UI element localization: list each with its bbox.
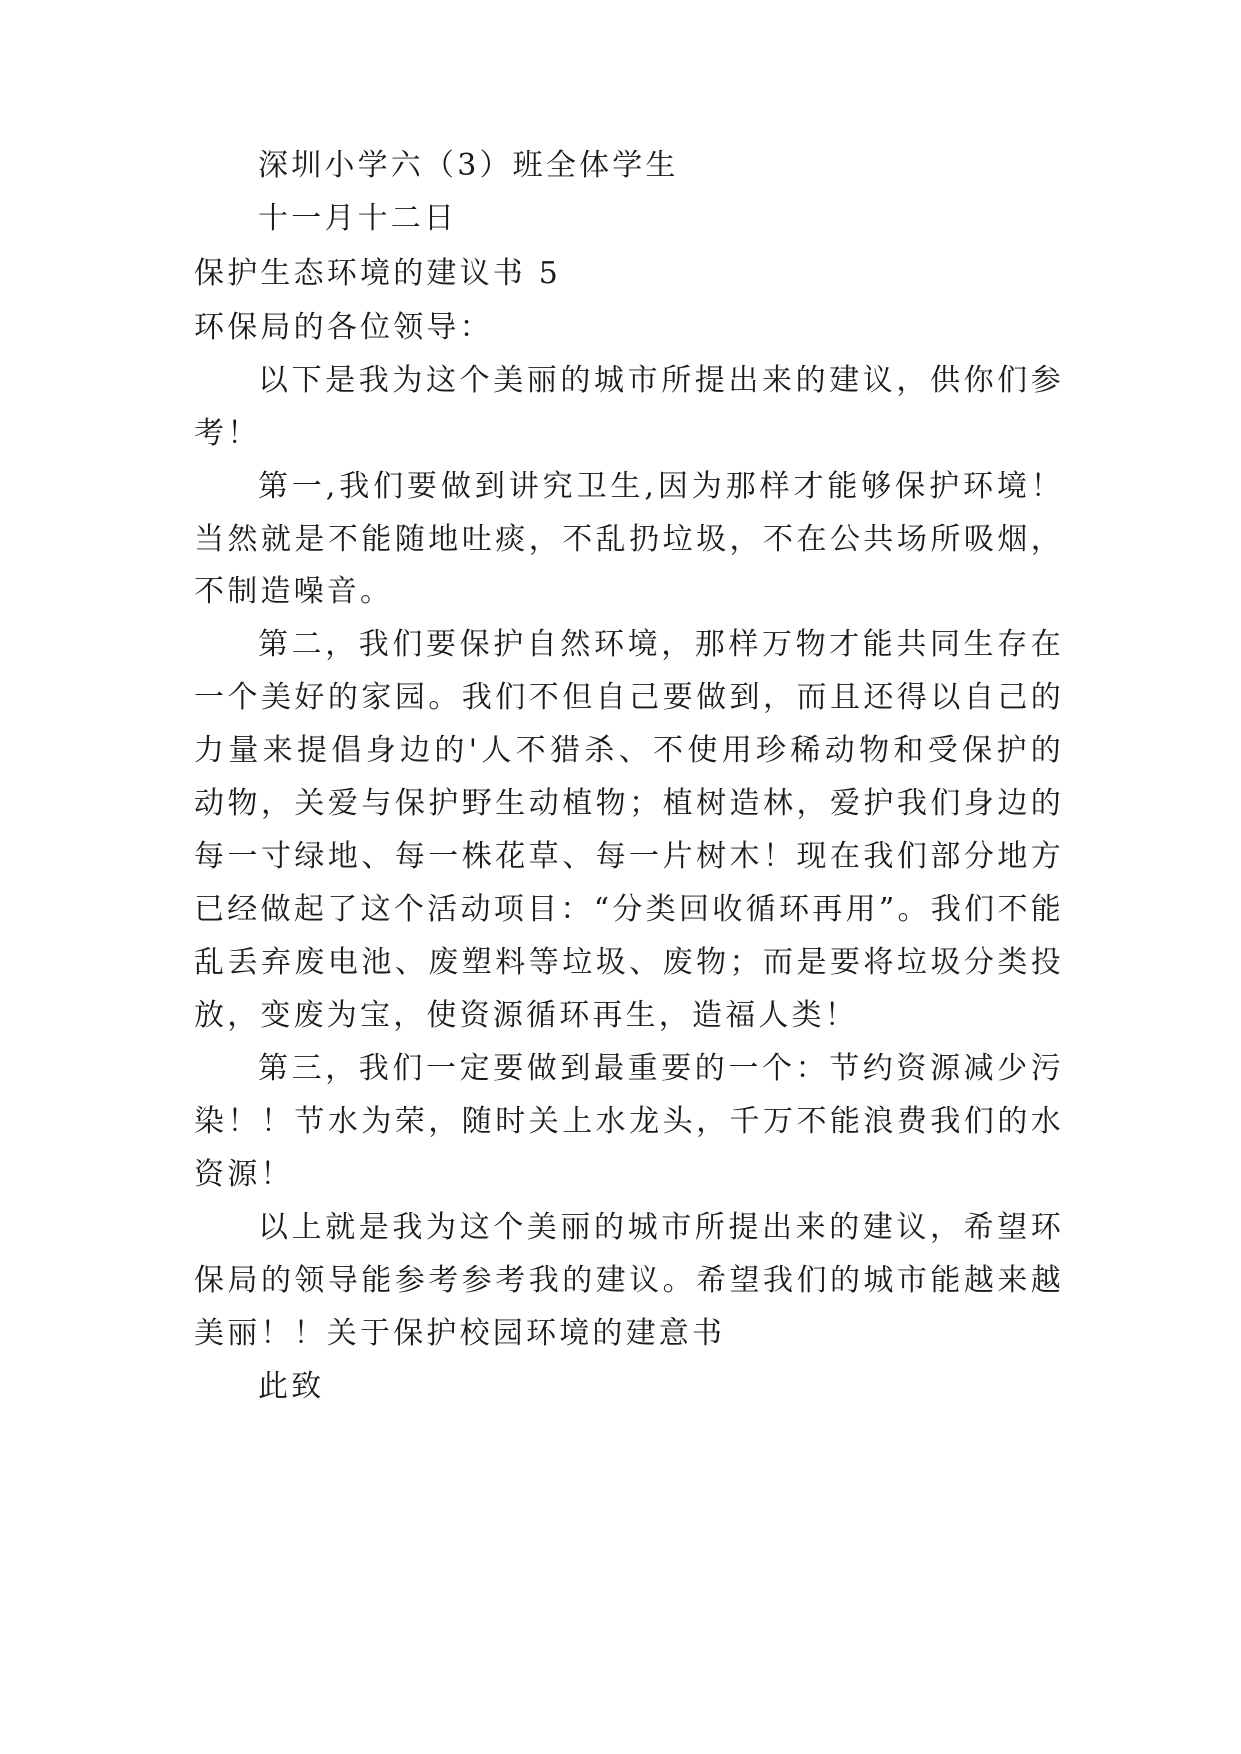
paragraph-line: 第二，我们要保护自然环境，那样万物才能共同生存在 [258,627,1064,662]
paragraph-line: 力量来提倡身边的'人不猎杀、不使用珍稀动物和受保护的 [194,733,1064,768]
paragraph-line: 不制造噪音。 [194,574,394,609]
paragraph-line: 以上就是我为这个美丽的城市所提出来的建议，希望环 [258,1210,1064,1245]
paragraph-line: 一个美好的家园。我们不但自己要做到，而且还得以自己的 [194,680,1064,715]
date-line: 十一月十二日 [258,201,458,236]
paragraph-line: 以下是我为这个美丽的城市所提出来的建议，供你们参 [258,363,1064,398]
paragraph-line: 美丽！！关于保护校园环境的建意书 [194,1316,726,1351]
paragraph-line: 考！ [194,416,261,451]
paragraph-line: 保局的领导能参考参考我的建议。希望我们的城市能越来越 [194,1263,1064,1298]
document-title: 保护生态环境的建议书 5 [194,256,562,291]
paragraph-line: 放，变废为宝，使资源循环再生，造福人类！ [194,998,858,1033]
paragraph-line: 每一寸绿地、每一株花草、每一片树木！现在我们部分地方 [194,839,1064,874]
paragraph-line: 第三，我们一定要做到最重要的一个：节约资源减少污 [258,1051,1064,1086]
paragraph-line: 染！！节水为荣，随时关上水龙头，千万不能浪费我们的水 [194,1104,1064,1139]
paragraph-line: 资源！ [194,1157,294,1192]
paragraph-line: 乱丢弃废电池、废塑料等垃圾、废物；而是要将垃圾分类投 [194,945,1064,980]
paragraph-line: 第一,我们要做到讲究卫生,因为那样才能够保护环境！ [258,469,1064,504]
closing-line: 此致 [258,1369,325,1404]
paragraph-line: 当然就是不能随地吐痰，不乱扔垃圾，不在公共场所吸烟， [194,522,1064,557]
paragraph-line: 动物，关爱与保护野生动植物；植树造林，爱护我们身边的 [194,786,1064,821]
paragraph-line: 已经做起了这个活动项目：“分类回收循环再用”。我们不能 [194,892,1064,927]
signature-line: 深圳小学六（3）班全体学生 [258,148,679,183]
salutation: 环保局的各位领导： [194,310,493,345]
